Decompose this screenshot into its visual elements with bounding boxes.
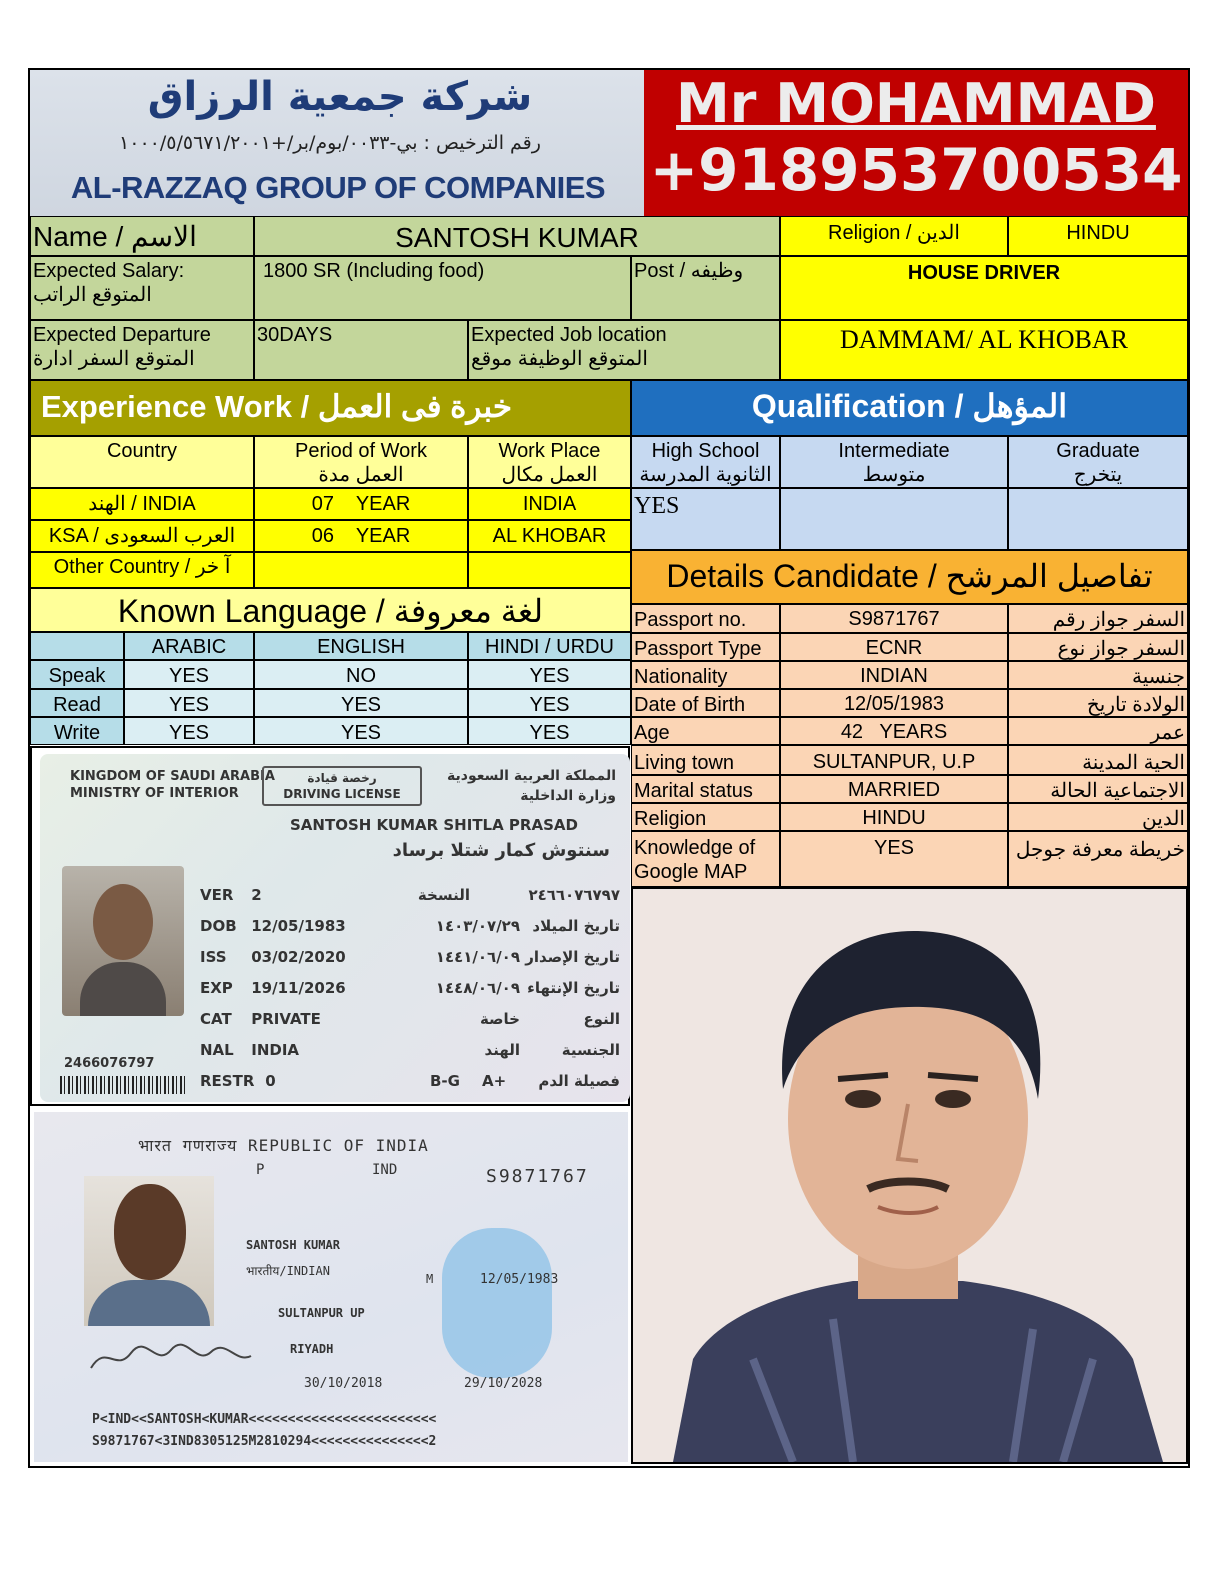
detail-label-ar: السفر جواز رقم <box>1008 604 1188 633</box>
license-field-row <box>200 911 620 942</box>
language-title: Known Language / لغة معروفة <box>30 588 631 632</box>
signature-stroke <box>91 1345 251 1368</box>
detail-label: Passport Type <box>631 633 780 661</box>
passport-place-of-birth: SULTANPUR UP <box>278 1306 365 1320</box>
detail-value: MARRIED <box>780 775 1008 803</box>
qual-header-graduate <box>1008 436 1188 488</box>
qualification-title: Qualification / المؤهل <box>631 380 1188 436</box>
detail-label: Passport no. <box>631 604 780 633</box>
exp-row-place: INDIA <box>468 488 631 520</box>
candidate-photo <box>631 887 1188 1464</box>
religion-value: HINDU <box>1008 216 1188 256</box>
company-logo <box>30 70 644 216</box>
salary-value: 1800 SR (Including food) <box>254 256 631 320</box>
qual-header-high-school <box>631 436 780 488</box>
job-location-label-ar: المتوقع الوظيفة موقع <box>471 348 648 370</box>
license-ministry-en: MINISTRY OF INTERIOR <box>70 786 239 801</box>
exp-header-place-en: Work Place <box>498 440 601 462</box>
license-field-ar-value: ١٤٤٨/٠٦/٠٩ <box>435 979 520 997</box>
passport-photo <box>84 1176 214 1326</box>
exp-header-period <box>254 436 468 488</box>
exp-header-country <box>30 436 254 488</box>
license-barcode <box>60 1076 188 1094</box>
lang-cell: YES <box>124 660 254 689</box>
detail-label-ar: الولادة تاريخ <box>1008 689 1188 717</box>
license-photo-face <box>93 884 153 960</box>
lang-row-label: Write <box>30 717 124 745</box>
departure-label-ar: المتوقع السفر ادارة <box>33 348 195 370</box>
detail-label-ar: الحية المدينة <box>1008 745 1188 775</box>
candidate-portrait-drawing <box>633 889 1186 1462</box>
license-field-key: VER <box>200 886 234 904</box>
passport-place-of-issue: RIYADH <box>290 1342 334 1356</box>
post-value: HOUSE DRIVER <box>780 256 1188 320</box>
lang-cell: YES <box>254 689 468 717</box>
detail-value: 12/05/1983 <box>780 689 1008 717</box>
exp-row-country: Other Country / آ خر <box>30 552 254 588</box>
passport-given-name: SANTOSH KUMAR <box>246 1238 340 1252</box>
company-name-english: AL-RAZZAQ GROUP OF COMPANIES <box>70 170 606 205</box>
contact-phone[interactable]: +918953700534 <box>649 136 1183 204</box>
license-field-ar-value: ١٤٠٣/٠٧/٢٩ <box>435 917 520 935</box>
license-number: رقم الترخيص : بي-٠٠٣٣/بوم/بر/+١٠٠٠/٥/٥٦٧١/٢٠٠١ <box>119 132 541 154</box>
contact-name: Mr MOHAMMAD <box>676 72 1156 135</box>
exp-row-period: 06 YEAR <box>254 520 468 552</box>
qual-header-high-school-en: High School <box>651 440 760 462</box>
exp-header-period-ar: العمل مدة <box>318 464 404 486</box>
exp-row-place: AL KHOBAR <box>468 520 631 552</box>
license-field-key: NAL <box>200 1041 234 1059</box>
passport-country-code: IND <box>372 1162 398 1178</box>
passport-image <box>30 1108 630 1464</box>
lang-cell: YES <box>254 717 468 745</box>
passport-dob: 12/05/1983 <box>480 1272 559 1287</box>
license-field-ar-value: الهند <box>484 1041 520 1059</box>
license-kingdom-ar-text: المملكة العربية السعودية <box>447 768 616 784</box>
job-location-label-en: Expected Job location <box>471 324 667 346</box>
detail-label: Knowledge of Google MAP <box>631 831 780 887</box>
lang-cell: YES <box>468 660 631 689</box>
exp-row-period <box>254 552 468 588</box>
license-field-value: 19/11/2026 <box>251 979 346 997</box>
exp-header-place-ar: العمل مكال <box>501 464 598 486</box>
experience-title: Experience Work / خبرة فى العمل <box>30 380 631 436</box>
name-label: Name / الاسم <box>30 216 254 256</box>
detail-value: HINDU <box>780 803 1008 831</box>
license-field-value: 0 <box>265 1072 276 1090</box>
license-photo <box>62 866 184 1016</box>
license-field-ar-label: فصيلة الدم <box>538 1072 620 1090</box>
religion-label: Religion / الدين <box>780 216 1008 256</box>
passport-nationality: भारतीय/INDIAN <box>246 1264 330 1278</box>
passport-photo-body <box>88 1280 210 1326</box>
license-field-ar-label: الجنسية <box>561 1041 620 1059</box>
license-field-ar-label: تاريخ الميلاد <box>532 917 620 935</box>
detail-label-ar: الاجتماعية الحالة <box>1008 775 1188 803</box>
detail-label-ar: عمر <box>1008 717 1188 745</box>
license-type <box>262 766 422 806</box>
license-field-key: ISS <box>200 948 227 966</box>
lang-cell: YES <box>468 717 631 745</box>
license-type-en: DRIVING LICENSE <box>283 787 401 801</box>
exp-row-country: الهند / INDIA <box>30 488 254 520</box>
lang-header-english: ENGLISH <box>254 632 468 660</box>
license-photo-body <box>80 962 166 1016</box>
passport-signature <box>86 1338 256 1378</box>
detail-value: YES <box>780 831 1008 887</box>
qual-value-intermediate <box>780 488 1008 550</box>
passport-photo-face <box>114 1184 186 1280</box>
license-field-value: 2 <box>251 886 262 904</box>
post-label: Post / وظيفه <box>631 256 780 320</box>
license-field-ar-label: تاريخ الإنتهاء <box>527 979 620 997</box>
lang-header-blank <box>30 632 124 660</box>
license-id-number: 2466076797 <box>64 1056 155 1071</box>
qual-value-graduate <box>1008 488 1188 550</box>
license-field-row <box>200 1004 620 1035</box>
salary-label <box>30 256 254 320</box>
detail-value: 42 YEARS <box>780 717 1008 745</box>
detail-value: ECNR <box>780 633 1008 661</box>
portrait-left-eye <box>845 1090 881 1108</box>
passport-country: भारत गणराज्य REPUBLIC OF INDIA <box>138 1136 429 1155</box>
lang-row-label: Speak <box>30 660 124 689</box>
license-holder-name: SANTOSH KUMAR SHITLA PRASAD <box>290 816 578 834</box>
passport-type: P <box>256 1162 265 1178</box>
license-field-row <box>200 1066 620 1097</box>
detail-value: S9871767 <box>780 604 1008 633</box>
license-field-ar-label: النوع <box>583 1010 620 1028</box>
passport-issue-date: 30/10/2018 <box>304 1376 383 1391</box>
qual-header-graduate-en: Graduate <box>1056 440 1140 462</box>
license-field-value: 12/05/1983 <box>251 917 346 935</box>
license-kingdom <box>70 768 275 802</box>
license-blood-label: B-G <box>430 1072 460 1090</box>
lang-row-label: Read <box>30 689 124 717</box>
salary-label-en: Expected Salary: <box>33 260 185 282</box>
license-ministry-ar-text: وزارة الداخلية <box>520 788 616 804</box>
license-type-ar: رخصة قيادة <box>307 771 377 785</box>
exp-row-country: KSA / العرب السعودى <box>30 520 254 552</box>
details-title: Details Candidate / تفاصيل المرشح <box>631 550 1188 604</box>
departure-label <box>30 320 254 380</box>
detail-label: Nationality <box>631 661 780 689</box>
qual-header-intermediate <box>780 436 1008 488</box>
license-field-value: PRIVATE <box>251 1010 321 1028</box>
contact-box <box>644 70 1188 216</box>
detail-value: INDIAN <box>780 661 1008 689</box>
detail-label: Age <box>631 717 780 745</box>
license-field-ar-value: ١٤٤١/٠٦/٠٩ <box>435 948 520 966</box>
departure-value: 30DAYS <box>254 320 468 380</box>
exp-header-place <box>468 436 631 488</box>
detail-label-ar: خريطة معرفة جوجل <box>1008 831 1188 887</box>
portrait-right-eye <box>935 1090 971 1108</box>
departure-label-en: Expected Departure <box>33 324 211 346</box>
exp-header-country-en: Country <box>106 440 178 462</box>
license-field-key: CAT <box>200 1010 232 1028</box>
license-field-ar-label: تاريخ الإصدار <box>525 948 620 966</box>
passport-ghost-photo <box>442 1228 552 1378</box>
qual-header-graduate-ar: يتخرج <box>1073 464 1123 486</box>
qual-header-intermediate-en: Intermediate <box>838 440 950 462</box>
license-field-ar-value: خاصة <box>479 1010 520 1028</box>
license-field-value: INDIA <box>251 1041 300 1059</box>
lang-header-arabic: ARABIC <box>124 632 254 660</box>
lang-cell: YES <box>124 717 254 745</box>
license-field-row <box>200 942 620 973</box>
exp-row-period: 07 YEAR <box>254 488 468 520</box>
passport-mrz-line-2: S9871767<3IND8305125M2810294<<<<<<<<<<<<<<<2 <box>92 1434 437 1449</box>
detail-label-ar: جنسية <box>1008 661 1188 689</box>
license-kingdom-en: KINGDOM OF SAUDI ARABIA <box>70 769 275 784</box>
license-field-row <box>200 973 620 1004</box>
license-field-row <box>200 1035 620 1066</box>
detail-value: SULTANPUR, U.P <box>780 745 1008 775</box>
exp-header-period-en: Period of Work <box>295 440 427 462</box>
license-fields <box>200 880 620 1097</box>
lang-header-hindi-urdu: HINDI / URDU <box>468 632 631 660</box>
lang-cell: NO <box>254 660 468 689</box>
name-value: SANTOSH KUMAR <box>254 216 780 256</box>
qual-header-intermediate-ar: متوسط <box>862 464 926 486</box>
license-kingdom-ar <box>447 766 616 806</box>
passport-expiry-date: 29/10/2028 <box>464 1376 543 1391</box>
lang-cell: YES <box>124 689 254 717</box>
passport-number: S9871767 <box>486 1166 589 1187</box>
license-field-key: DOB <box>200 917 237 935</box>
passport-sex: M <box>426 1272 434 1286</box>
driving-license-image <box>30 746 630 1106</box>
license-id-ar: ٢٤٦٦٠٧٦٧٩٧ <box>528 886 620 904</box>
license-holder-name-ar: سنتوش كمار شتلا برساد <box>392 840 610 861</box>
license-field-key: RESTR <box>200 1072 255 1090</box>
company-name-arabic: شركة جمعية الرزاق <box>147 74 533 120</box>
detail-label-ar: الدين <box>1008 803 1188 831</box>
exp-row-place <box>468 552 631 588</box>
job-location-label <box>468 320 780 380</box>
job-location-value: DAMMAM/ AL KHOBAR <box>780 320 1188 380</box>
lang-cell: YES <box>468 689 631 717</box>
license-blood-value: A+ <box>482 1072 507 1090</box>
license-field-row <box>200 880 620 911</box>
qual-header-high-school-ar: الثانوية المدرسة <box>639 464 772 486</box>
detail-label-ar: السفر جواز نوع <box>1008 633 1188 661</box>
qual-value-high-school: YES <box>631 488 780 550</box>
passport-mrz-line-1: P<IND<<SANTOSH<KUMAR<<<<<<<<<<<<<<<<<<<<<<<< <box>92 1412 437 1427</box>
license-field-key: EXP <box>200 979 233 997</box>
detail-label: Date of Birth <box>631 689 780 717</box>
detail-label: Living town <box>631 745 780 775</box>
license-field-ar-label: النسخة <box>417 886 470 904</box>
license-field-value: 03/02/2020 <box>251 948 346 966</box>
salary-label-ar: المتوقع الراتب <box>33 284 152 306</box>
detail-label: Marital status <box>631 775 780 803</box>
detail-label: Religion <box>631 803 780 831</box>
